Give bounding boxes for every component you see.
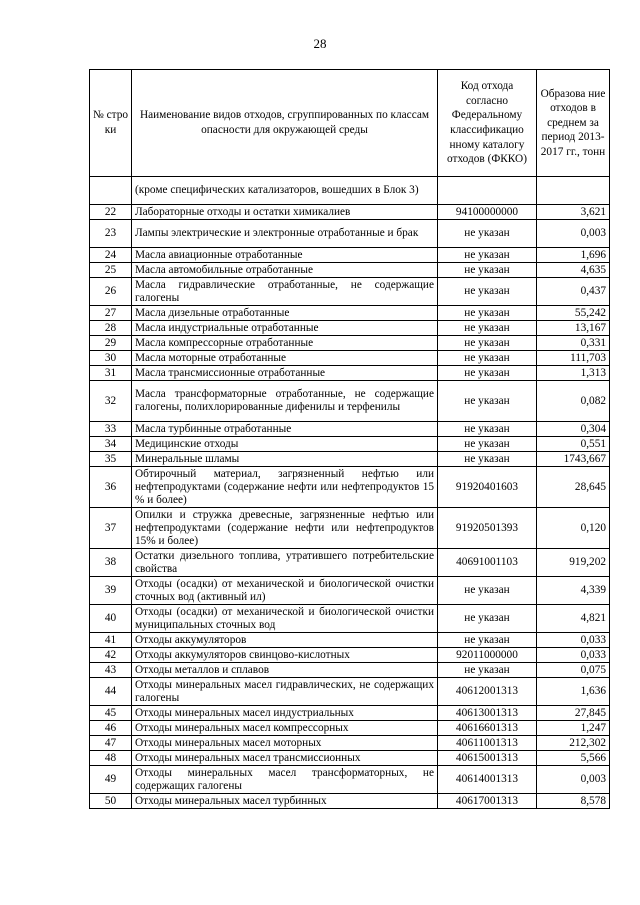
fkko-code: 40611001313 [438, 736, 537, 751]
waste-name: Лабораторные отходы и остатки химикалиев [132, 205, 438, 220]
table-row [90, 736, 610, 751]
waste-amount: 111,703 [537, 351, 610, 366]
fkko-code: не указан [438, 220, 537, 248]
table-row [90, 248, 610, 263]
row-number: 26 [90, 278, 132, 306]
table-row [90, 706, 610, 721]
fkko-code: 40616601313 [438, 721, 537, 736]
table-row [90, 663, 610, 678]
table-row [90, 336, 610, 351]
fkko-code: 40691001103 [438, 549, 537, 577]
table-row [90, 721, 610, 736]
waste-name: Медицинские отходы [132, 437, 438, 452]
table-row [90, 263, 610, 278]
waste-amount: 4,635 [537, 263, 610, 278]
waste-name: Минеральные шламы [132, 452, 438, 467]
waste-amount: 0,082 [537, 381, 610, 422]
fkko-code: не указан [438, 336, 537, 351]
fkko-code: 40613001313 [438, 706, 537, 721]
waste-table [89, 69, 610, 809]
table-row [90, 467, 610, 508]
waste-amount: 1,313 [537, 366, 610, 381]
row-number: 33 [90, 422, 132, 437]
page-number: 28 [313, 36, 327, 51]
waste-amount: 1,247 [537, 721, 610, 736]
fkko-code: не указан [438, 577, 537, 605]
waste-name: Опилки и стружка древесные, загрязненные нефтью или нефтепродуктами (содержание нефти или нефтепродуктов 15% и более) [132, 508, 438, 549]
fkko-code: не указан [438, 422, 537, 437]
fkko-code: 91920501393 [438, 508, 537, 549]
table-row [90, 381, 610, 422]
row-number: 46 [90, 721, 132, 736]
row-number: 44 [90, 678, 132, 706]
row-number: 24 [90, 248, 132, 263]
fkko-code: не указан [438, 381, 537, 422]
header-row-number: № стро ки [90, 70, 132, 177]
fkko-code: 94100000000 [438, 205, 537, 220]
table-row [90, 205, 610, 220]
row-number: 42 [90, 648, 132, 663]
header-waste-name: Наименование видов отходов, сгруппированных по классам опасности для окружающей среды [132, 70, 438, 177]
fkko-code: не указан [438, 633, 537, 648]
waste-name: Масла моторные отработанные [132, 351, 438, 366]
waste-name: Отходы аккумуляторов свинцово-кислотных [132, 648, 438, 663]
row-number: 45 [90, 706, 132, 721]
row-number: 49 [90, 766, 132, 794]
fkko-code: 40612001313 [438, 678, 537, 706]
table-row [90, 366, 610, 381]
row-number: 39 [90, 577, 132, 605]
row-number: 22 [90, 205, 132, 220]
table-row [90, 422, 610, 437]
row-number: 36 [90, 467, 132, 508]
table-row [90, 452, 610, 467]
waste-amount: 0,120 [537, 508, 610, 549]
row-number: 38 [90, 549, 132, 577]
table-row [90, 633, 610, 648]
waste-name: Масла компрессорные отработанные [132, 336, 438, 351]
table-row [90, 306, 610, 321]
waste-name: Масла индустриальные отработанные [132, 321, 438, 336]
fkko-code: 92011000000 [438, 648, 537, 663]
row-number: 43 [90, 663, 132, 678]
fkko-code: не указан [438, 321, 537, 336]
waste-amount: 5,566 [537, 751, 610, 766]
header-waste-amount: Образова ние отходов в среднем за период 2013-2017 гг., тонн [537, 70, 610, 177]
row-number: 37 [90, 508, 132, 549]
fkko-code: не указан [438, 663, 537, 678]
waste-name: Отходы минеральных масел компрессорных [132, 721, 438, 736]
fkko-code: не указан [438, 306, 537, 321]
waste-amount: 0,003 [537, 766, 610, 794]
table-row [90, 220, 610, 248]
waste-name: Масла трансформаторные отработанные, не содержащие галогены, полихлорированные дифенилы и терфенилы [132, 381, 438, 422]
fkko-code: не указан [438, 263, 537, 278]
table-row [90, 648, 610, 663]
waste-amount: 13,167 [537, 321, 610, 336]
table-row [90, 605, 610, 633]
row-number: 25 [90, 263, 132, 278]
table-row [90, 351, 610, 366]
waste-amount: 1,636 [537, 678, 610, 706]
waste-amount: 28,645 [537, 467, 610, 508]
row-number: 28 [90, 321, 132, 336]
table-row [90, 321, 610, 336]
row-number: 23 [90, 220, 132, 248]
row-number: 30 [90, 351, 132, 366]
table-row [90, 751, 610, 766]
table-row [90, 577, 610, 605]
waste-amount: 3,621 [537, 205, 610, 220]
waste-amount: 55,242 [537, 306, 610, 321]
waste-name: Лампы электрические и электронные отработанные и брак [132, 220, 438, 248]
waste-amount: 0,075 [537, 663, 610, 678]
waste-amount: 212,302 [537, 736, 610, 751]
continuation-row [90, 177, 610, 205]
table-row [90, 549, 610, 577]
row-number: 50 [90, 794, 132, 809]
waste-amount: 8,578 [537, 794, 610, 809]
waste-name: Отходы минеральных масел моторных [132, 736, 438, 751]
row-number: 27 [90, 306, 132, 321]
waste-name: Отходы (осадки) от механической и биологической очистки сточных вод (активный ил) [132, 577, 438, 605]
waste-name: Масла дизельные отработанные [132, 306, 438, 321]
fkko-code: не указан [438, 437, 537, 452]
waste-amount: 0,551 [537, 437, 610, 452]
row-number: 34 [90, 437, 132, 452]
header-fkko-code: Код отхода согласно Федеральному классификацио нному каталогу отходов (ФККО) [438, 70, 537, 177]
table-row [90, 508, 610, 549]
waste-name: Масла автомобильные отработанные [132, 263, 438, 278]
fkko-code: 40614001313 [438, 766, 537, 794]
waste-name: Отходы минеральных масел трансформаторных, не содержащих галогены [132, 766, 438, 794]
waste-name: Обтирочный материал, загрязненный нефтью или нефтепродуктами (содержание нефти или нефтепродуктов 15 % и более) [132, 467, 438, 508]
waste-name: Отходы минеральных масел индустриальных [132, 706, 438, 721]
header-row [90, 70, 610, 177]
waste-amount: 0,003 [537, 220, 610, 248]
waste-name: Масла авиационные отработанные [132, 248, 438, 263]
waste-amount: 4,821 [537, 605, 610, 633]
table-row [90, 766, 610, 794]
row-number: 47 [90, 736, 132, 751]
waste-amount: 0,033 [537, 648, 610, 663]
waste-name: Отходы (осадки) от механической и биологической очистки муниципальных сточных вод [132, 605, 438, 633]
waste-name: Отходы минеральных масел турбинных [132, 794, 438, 809]
fkko-code: не указан [438, 248, 537, 263]
table-row [90, 278, 610, 306]
waste-name: Отходы минеральных масел гидравлических, не содержащих галогены [132, 678, 438, 706]
fkko-code: не указан [438, 452, 537, 467]
fkko-code: не указан [438, 366, 537, 381]
row-number: 48 [90, 751, 132, 766]
waste-amount: 1743,667 [537, 452, 610, 467]
waste-amount: 0,033 [537, 633, 610, 648]
waste-name: Масла гидравлические отработанные, не содержащие галогены [132, 278, 438, 306]
row-number: 31 [90, 366, 132, 381]
waste-name: Масла турбинные отработанные [132, 422, 438, 437]
waste-name: Остатки дизельного топлива, утратившего потребительские свойства [132, 549, 438, 577]
fkko-code: 40615001313 [438, 751, 537, 766]
table-row [90, 678, 610, 706]
fkko-code: не указан [438, 351, 537, 366]
row-number: 41 [90, 633, 132, 648]
waste-amount: 4,339 [537, 577, 610, 605]
fkko-code: 40617001313 [438, 794, 537, 809]
waste-name: Отходы металлов и сплавов [132, 663, 438, 678]
waste-name: Отходы минеральных масел трансмиссионных [132, 751, 438, 766]
table-row [90, 437, 610, 452]
waste-amount: 919,202 [537, 549, 610, 577]
row-number: 40 [90, 605, 132, 633]
waste-name: Отходы аккумуляторов [132, 633, 438, 648]
waste-amount: 0,304 [537, 422, 610, 437]
fkko-code: не указан [438, 278, 537, 306]
waste-amount: 27,845 [537, 706, 610, 721]
waste-amount: 1,696 [537, 248, 610, 263]
row-number: 35 [90, 452, 132, 467]
fkko-code: не указан [438, 605, 537, 633]
fkko-code: 91920401603 [438, 467, 537, 508]
waste-amount: 0,437 [537, 278, 610, 306]
row-number: 29 [90, 336, 132, 351]
waste-name: Масла трансмиссионные отработанные [132, 366, 438, 381]
table-row [90, 794, 610, 809]
row-number: 32 [90, 381, 132, 422]
waste-amount: 0,331 [537, 336, 610, 351]
continuation-text: (кроме специфических катализаторов, вошедших в Блок 3) [132, 177, 438, 205]
